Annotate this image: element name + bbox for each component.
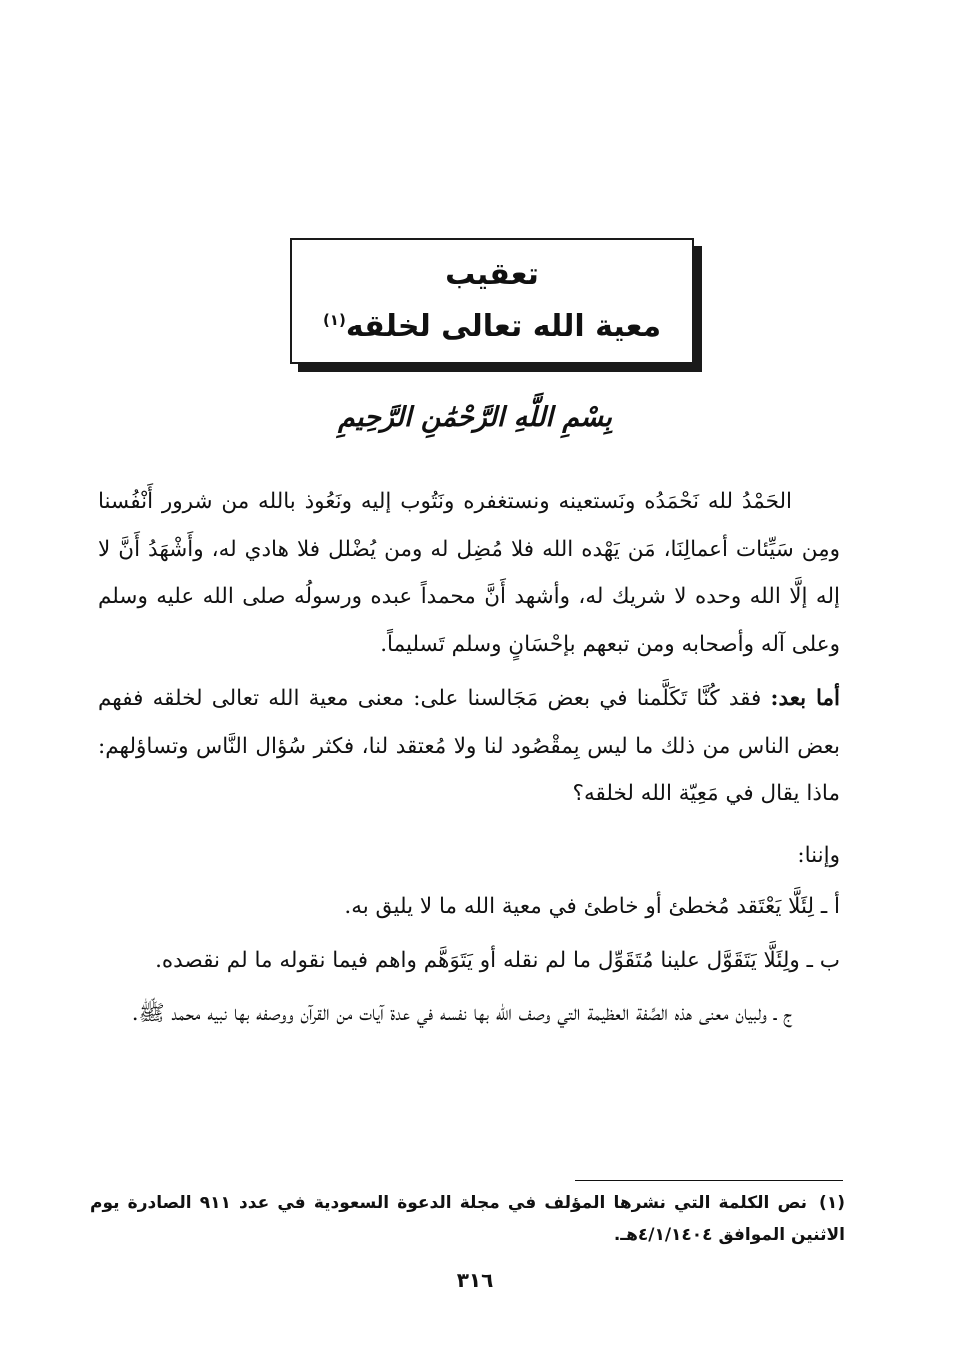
subtitle-text: معية الله تعالى لخلقه	[345, 308, 662, 344]
body-text	[98, 478, 840, 1038]
title-box-frame	[290, 238, 694, 364]
paragraph-wainna: وإننا:	[797, 842, 840, 868]
page-title: تعقيب	[445, 256, 539, 292]
paragraph-opening: الحَمْدُ لله نَحْمَدُه ونَستعينه ونستغفره ونَتُوب إليه ونَعُوذ بالله من شرور أَنْفُسنا ومِن سَيِّئات أعمالِنَا، مَن يَهْده الله فلا مُضِل له ومن يُضْلل فلا هادي له، وأَشْهَدُ أَنَّ لا إله إلَّا الله وحده لا شريك له، وأشهد أَنَّ محمداً عبده ورسولُه صلى الله عليه وسلم وعلى آله وأصحابه ومن تبعهم بإحْسَانٍ وسلم تَسليماً.	[98, 489, 840, 657]
paragraph-lead: أما بعد:	[770, 686, 840, 711]
title-box	[290, 238, 694, 364]
list-item-a: أ ـ لِئَلَّا يَعْتَقد مُخطئ أو خاطئ في معية الله ما لا يليق به.	[344, 894, 840, 919]
basmala: بِسْمِ اللَّهِ الرَّحْمَٰنِ الرَّحِيمِ	[338, 402, 612, 433]
paragraph-amma-bad-text: فقد كُنَّا تَكَلَّمنا في بعض مَجَالسنا على: معنى معية الله تعالى لخلقه ففهم بعض الناس من ذلك ما ليس بِمقْصُود لنا ولا مُعتقد لنا، فكثر سُؤال النَّاس وتساؤلهم: ماذا يقال في مَعِيّة الله لخلقه؟	[98, 686, 840, 806]
list-item-c: ج ـ ولبيان معنى هذه الصِّفة العظيمة التي وصف الله بها نفسه في عدة آيات من القرآن ووصفه بها نبيه محمد ﷺ.	[131, 1001, 792, 1026]
paragraph-amma-bad	[98, 675, 840, 818]
list-item-b: ب ـ ولِئَلَّا يَتَقَوَّل علينا مُتَقَوِّل ما لم نقله أو يَتَوَهَّم واهم فيما نقوله ما لم نقصده.	[155, 947, 840, 973]
footnote-text: نص الكلمة التي نشرها المؤلف في مجلة الدعوة السعودية في عدد ٩١١ الصادرة يوم الاثنين الموافق ٤/١/١٤٠٤هـ.	[90, 1193, 845, 1245]
footnote-divider	[575, 1180, 843, 1181]
page-number: ٣١٦	[456, 1268, 494, 1292]
footnote-marker: (١)	[819, 1193, 845, 1213]
footnote	[90, 1187, 845, 1251]
page-subtitle	[323, 297, 661, 350]
subtitle-footnote-marker: (١)	[322, 310, 346, 329]
